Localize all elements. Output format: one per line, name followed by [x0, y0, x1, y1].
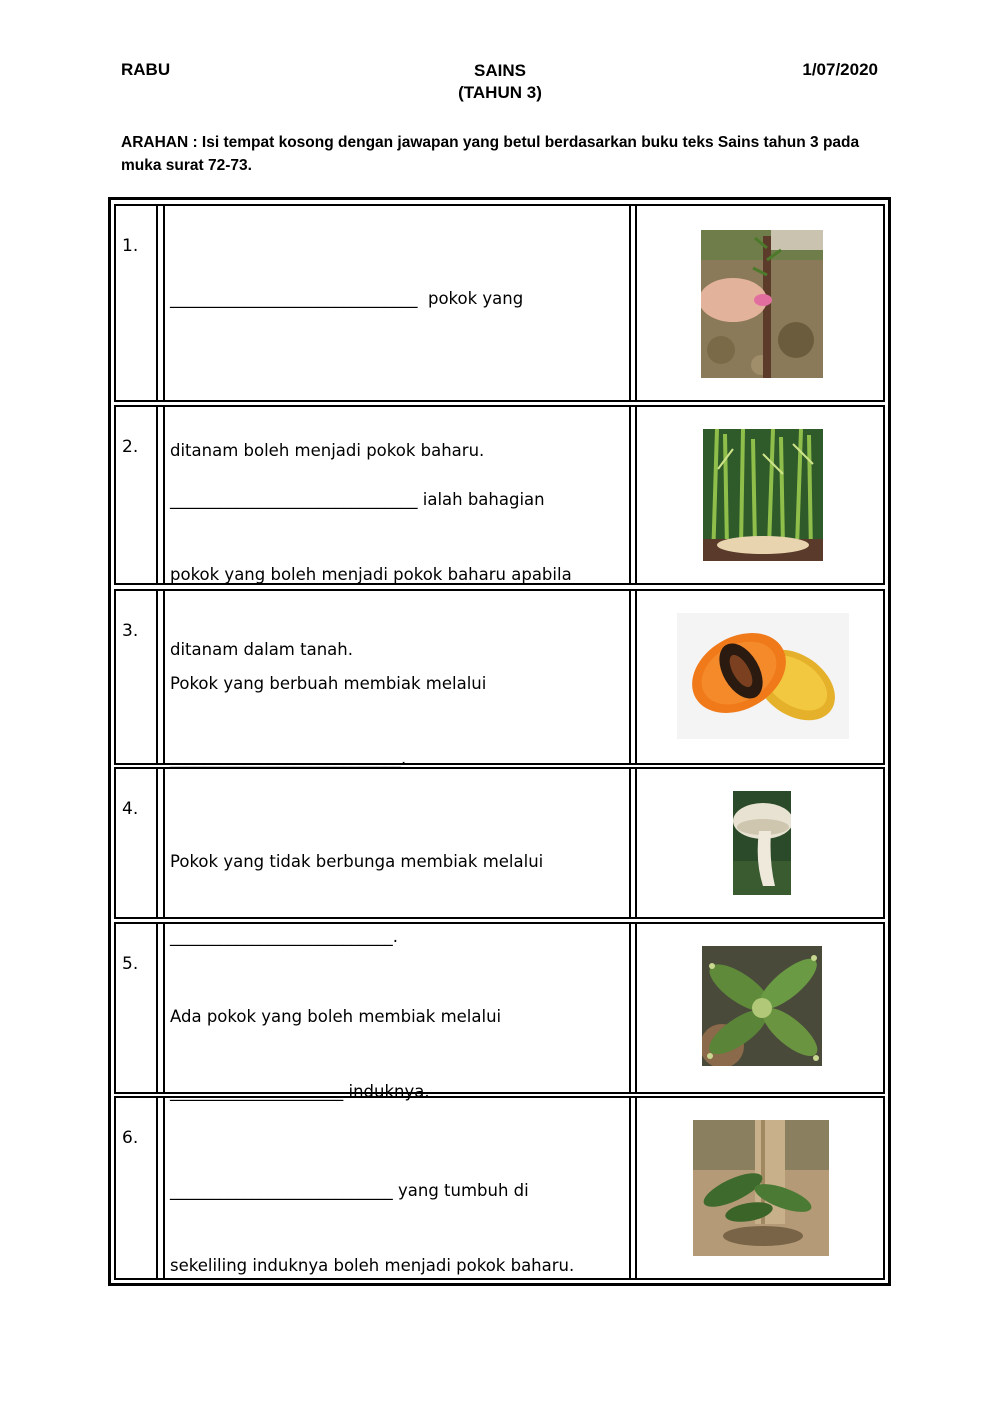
- mushroom-photo: [733, 791, 791, 895]
- question-number: 2.: [122, 437, 139, 457]
- question-line: ______________________________ ialah bahagian: [170, 490, 545, 509]
- question-number: 1.: [122, 236, 139, 256]
- question-line: ___________________________ yang tumbuh di: [170, 1181, 529, 1200]
- subject-title: SAINS: [474, 61, 526, 80]
- question-row-2: [114, 405, 885, 659]
- question-line: ditanam dalam tanah.: [170, 640, 353, 659]
- question-row-5: [114, 922, 885, 1101]
- question-line: _____________________ induknya.: [170, 1082, 430, 1101]
- question-row-3: [114, 589, 885, 768]
- question-line: ditanam boleh menjadi pokok baharu.: [170, 441, 485, 460]
- stem-cutting-photo: [701, 230, 823, 378]
- question-line: ___________________________.: [170, 927, 398, 946]
- question-row-1: [114, 204, 885, 460]
- bryophyllum-leaf-photo: [702, 946, 822, 1066]
- question-line: ____________________________.: [170, 749, 407, 768]
- question-line: Pokok yang berbuah membiak melalui: [170, 674, 487, 693]
- banana-sucker-photo: [693, 1120, 829, 1256]
- question-line: Pokok yang tidak berbunga membiak melalui: [170, 852, 544, 871]
- question-text[interactable]: [170, 1128, 621, 1328]
- papaya-photo: [677, 613, 849, 739]
- instruction-text: ARAHAN : Isi tempat kosong dengan jawapan yang betul berdasarkan buku teks Sains tahun 3 pada muka surat 72-73.: [121, 134, 860, 174]
- question-number: 3.: [122, 621, 139, 641]
- question-number: 5.: [122, 954, 139, 974]
- question-row-6: [114, 1096, 885, 1280]
- header-date: 1/07/2020: [802, 60, 878, 79]
- ginger-plant-photo: [703, 429, 823, 561]
- subject-level: (TAHUN 3): [458, 83, 542, 102]
- question-line: ______________________________ pokok yang: [170, 289, 524, 308]
- question-number: 4.: [122, 799, 139, 819]
- question-line: pokok yang boleh menjadi pokok baharu apabila: [170, 565, 572, 584]
- question-number: 6.: [122, 1128, 139, 1148]
- question-line: Ada pokok yang boleh membiak melalui: [170, 1007, 502, 1026]
- header-day: RABU: [121, 60, 171, 79]
- question-table: [108, 197, 891, 1286]
- question-line: sekeliling induknya boleh menjadi pokok baharu.: [170, 1256, 575, 1275]
- question-row-4: [114, 767, 885, 946]
